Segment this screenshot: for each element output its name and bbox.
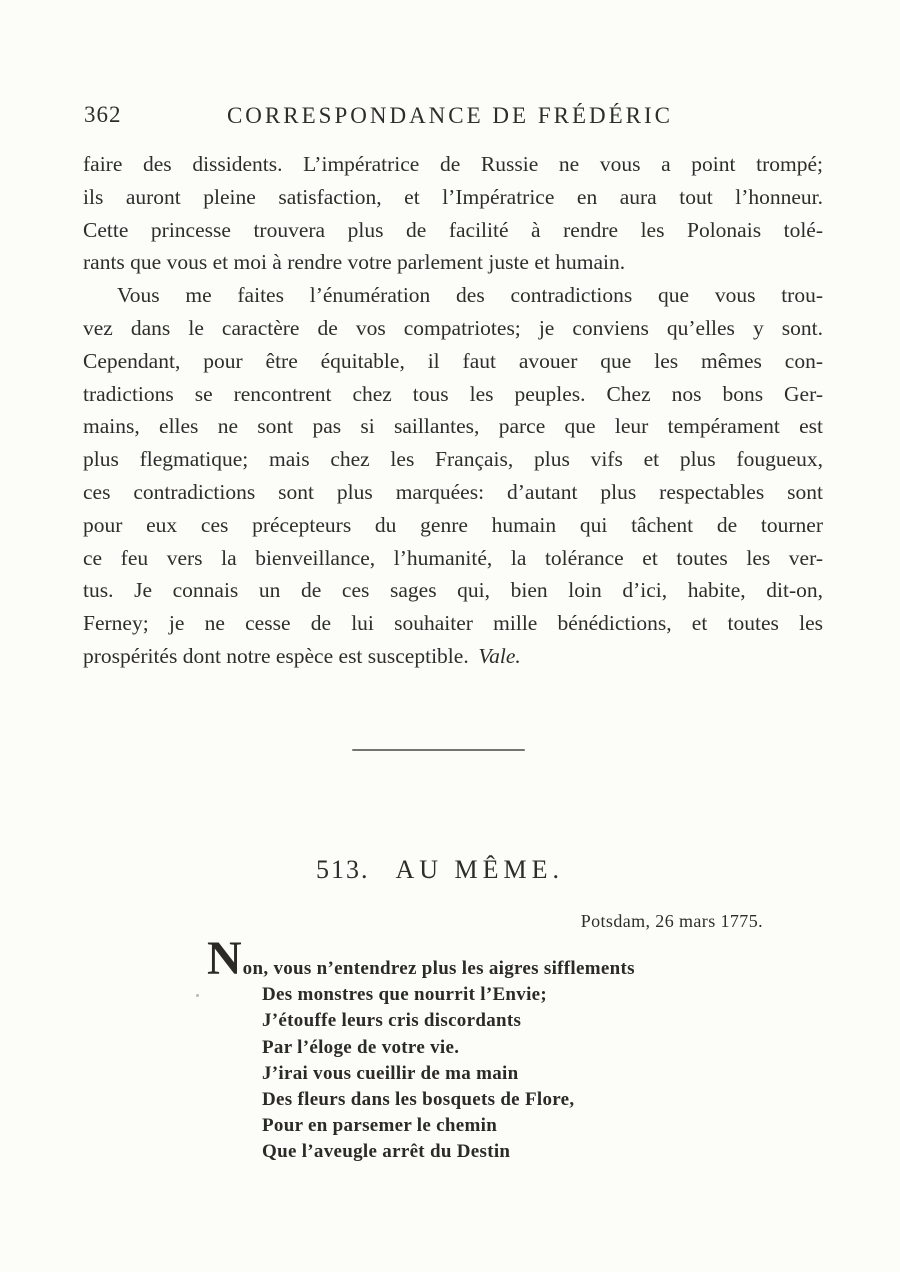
letter-line: ces contradictions sont plus marquées: d’autant plus respectables sont [83,479,823,504]
vale-italic: Vale. [478,643,521,668]
poem-line: Par l’éloge de votre vie. [262,1036,460,1058]
letter-line: Cependant, pour être équitable, il faut avouer que les mêmes con- [83,348,823,373]
letter-line: faire des dissidents. L’impératrice de Russie ne vous a point trompé; [83,152,823,176]
letter-line-last [83,640,823,673]
letter-number: 513. [315,855,370,884]
letter-line: tradictions se rencontrent chez tous les peuples. Chez nos bons Ger- [83,381,823,406]
page-number: 362 [84,102,122,127]
letter-line: tus. Je connais un de ces sages qui, bien loin d’ici, habite, dit-on, [83,578,823,603]
letter-closing-text: prospérités dont notre espèce est susceptible. [83,643,469,668]
poem-line: J’étouffe leurs cris discordants [262,1010,522,1032]
poem-line: Des monstres que nourrit l’Envie; [262,984,548,1006]
poem-line [207,932,635,985]
scan-speck [196,994,199,997]
poem-line: Pour en parsemer le chemin [262,1115,498,1137]
dateline: Potsdam, 26 mars 1775. [580,911,763,931]
poem-line: Que l’aveugle arrêt du Destin [262,1141,511,1163]
letter-line: Ferney; je ne cesse de lui souhaiter mille bénédictions, et toutes les [83,611,823,636]
letter-body [83,148,823,673]
section-heading [0,855,880,885]
letter-line: pour eux ces précepteurs du genre humain qui tâchent de tourner [83,512,823,537]
letter-line: plus flegmatique; mais chez les Français, plus vifs et plus fougueux, [83,447,823,472]
letter-line: mains, elles ne sont pas si saillantes, parce que leur tempérament est [83,414,823,439]
letter-line: Vous me faites l’énumération des contradictions que vous trou- [117,283,823,308]
letter-line: rants que vous et moi à rendre votre parlement juste et humain. [83,250,626,275]
letter-line: Cette princesse trouvera plus de facilité à rendre les Polonais tolé- [83,217,823,242]
poem-line: J’irai vous cueillir de ma main [262,1062,519,1084]
letter-line: vez dans le caractère de vos compatriotes; je conviens qu’elles y sont. [83,315,823,340]
poem-first-line-text: on, vous n’entendrez plus les aigres sifflements [242,958,635,979]
letter-line: ils auront pleine satisfaction, et l’Impératrice en aura tout l’honneur. [83,184,823,209]
poem-line: Des fleurs dans les bosquets de Flore, [262,1088,575,1110]
running-header-title: CORRESPONDANCE DE FRÉDÉRIC [226,103,674,128]
poem-initial-capital: N [207,932,242,985]
letter-addressee-title: AU MÊME. [395,855,565,884]
letter-line: ce feu vers la bienveillance, l’humanité, la tolérance et toutes les ver- [83,545,823,570]
poem [207,932,635,1166]
section-divider-rule [352,749,525,751]
